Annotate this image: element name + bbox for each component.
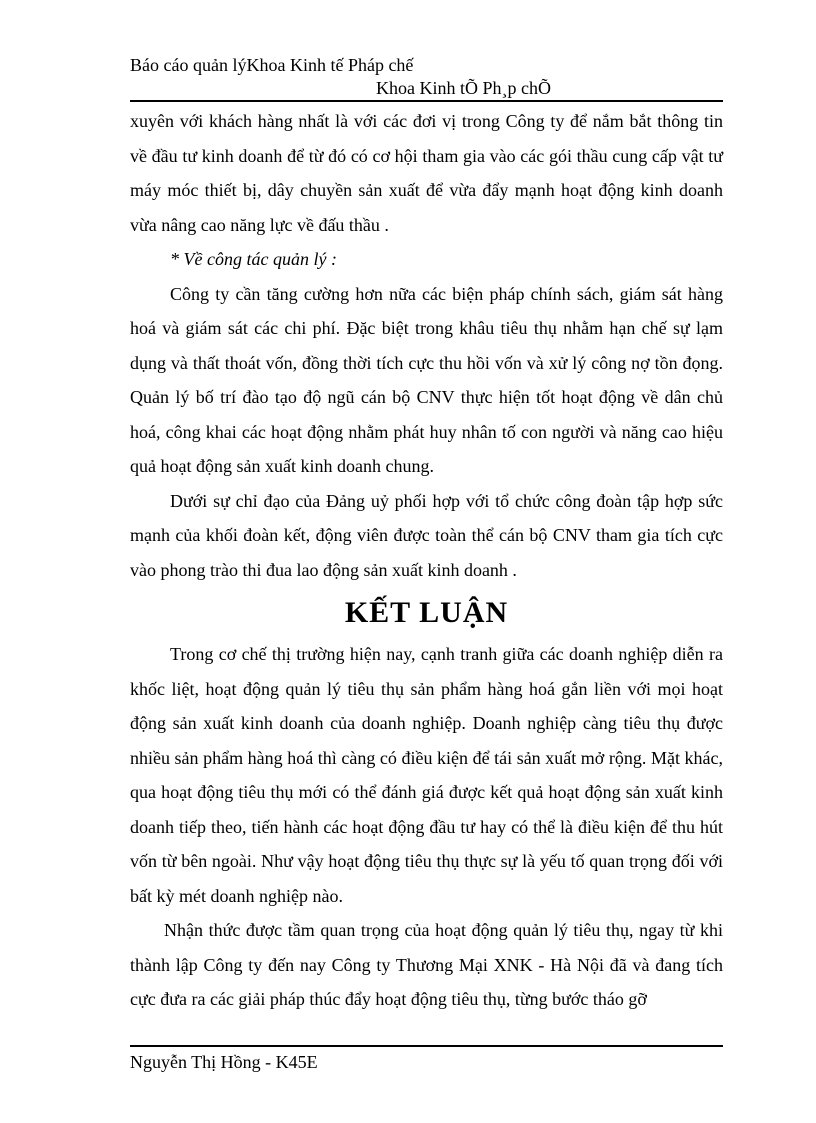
paragraph-party-leadership: Dưới sự chỉ đạo của Đảng uỷ phối hợp với tổ chức công đoàn tập hợp sức mạnh của khối đoàn kết, động viên được toàn thể cán bộ CNV tham gia tích cực vào phong trào thi đua lao động sản xuất kinh doanh .	[130, 490, 723, 580]
paragraph-continuation: xuyên với khách hàng nhất là với các đơi vị trong Công ty để nắm bắt thông tin về đầu tư kinh doanh để từ đó có cơ hội tham gia vào các gói thầu cung cấp vật tư máy móc thiết bị, dây chuyền sản xuất để vừa đẩy mạnh hoạt động kinh doanh vừa nâng cao năng lực về đấu thầu .	[130, 111, 723, 235]
header-divider	[130, 100, 723, 102]
running-header-subtitle: Khoa Kinh tÕ Ph¸p chÕ	[376, 78, 551, 98]
paragraph-market-competition: Trong cơ chế thị trường hiện nay, cạnh tranh giữa các doanh nghiệp diễn ra khốc liệt, hoạt động quản lý tiêu thụ sản phẩm hàng hoá gắn liền với mọi hoạt động sản xuất kinh doanh của doanh nghiệp. Doanh nghiệp càng tiêu thụ được nhiều sản phẩm hàng hoá thì càng có điều kiện để tái sản xuất mở rộng. Mặt khác, qua hoạt động tiêu thụ mới có thể đánh giá được kết quả hoạt động sản xuất kinh doanh tiếp theo, tiến hành các hoạt động đầu tư hay có thể là điều kiện để thu hút vốn từ bên ngoài. Như vậy hoạt động tiêu thụ thực sự là yếu tố quan trọng đối với bất kỳ mét doanh nghiệp nào.	[130, 644, 723, 906]
footer-author: Nguyễn Thị Hồng - K45E	[130, 1052, 318, 1072]
paragraph-awareness: Nhận thức được tầm quan trọng của hoạt động quản lý tiêu thụ, ngay từ khi thành lập Công ty đến nay Công ty Thương Mại XNK - Hà Nội đã và đang tích cực đưa ra các giải pháp thúc đẩy hoạt động tiêu thụ, từng bước tháo gỡ	[130, 920, 723, 1009]
running-header-title: Báo cáo quản lýKhoa Kinh tế Pháp chế	[130, 55, 414, 75]
page-body	[130, 104, 723, 1017]
footer-divider	[130, 1045, 723, 1047]
section-subheading: * Về công tác quản lý :	[170, 249, 337, 269]
paragraph-management: Công ty cần tăng cường hơn nữa các biện pháp chính sách, giám sát hàng hoá và giám sát các chi phí. Đặc biệt trong khâu tiêu thụ nhằm hạn chế sự lạm dụng và thất thoát vốn, đồng thời tích cực thu hồi vốn và xử lý công nợ tồn đọng. Quản lý bố trí đào tạo độ ngũ cán bộ CNV thực hiện tốt hoạt động về dân chủ hoá, công khai các hoạt động nhằm phát huy nhân tố con người và năng cao hiệu quả hoạt động sản xuất kinh doanh chung.	[130, 283, 723, 476]
conclusion-heading: KẾT LUẬN	[344, 596, 509, 629]
